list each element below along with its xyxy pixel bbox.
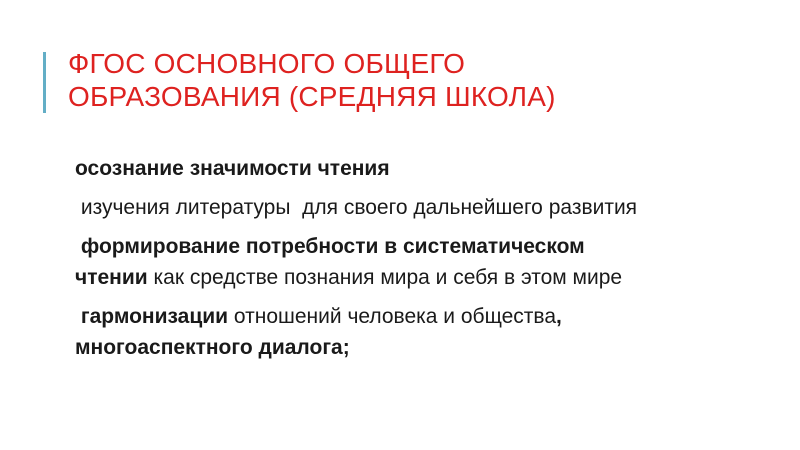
- body-paragraph-1: [75, 153, 653, 184]
- text-segment: осознание значимости чтения: [75, 157, 390, 180]
- text-segment: как средстве познания мира и себя в этом мире: [147, 266, 623, 289]
- body-paragraph-3: [75, 231, 653, 293]
- body-paragraph-2: [75, 192, 653, 223]
- text-segment: , многоаспектного диалога;: [75, 305, 568, 359]
- text-segment: изучения литературы для своего дальнейшего развития: [75, 196, 638, 219]
- text-segment: формирование потребности в систематическом чтении: [75, 235, 591, 289]
- text-segment: отношений человека и общества: [228, 305, 557, 328]
- body-paragraph-4: [75, 301, 653, 363]
- slide-title: ФГОС ОСНОВНОГО ОБЩЕГО ОБРАЗОВАНИЯ (СРЕДНЯЯ ШКОЛА): [68, 48, 556, 112]
- text-segment: гармонизации: [75, 305, 229, 328]
- slide-body: [75, 153, 653, 371]
- title-accent-bar: [43, 52, 46, 113]
